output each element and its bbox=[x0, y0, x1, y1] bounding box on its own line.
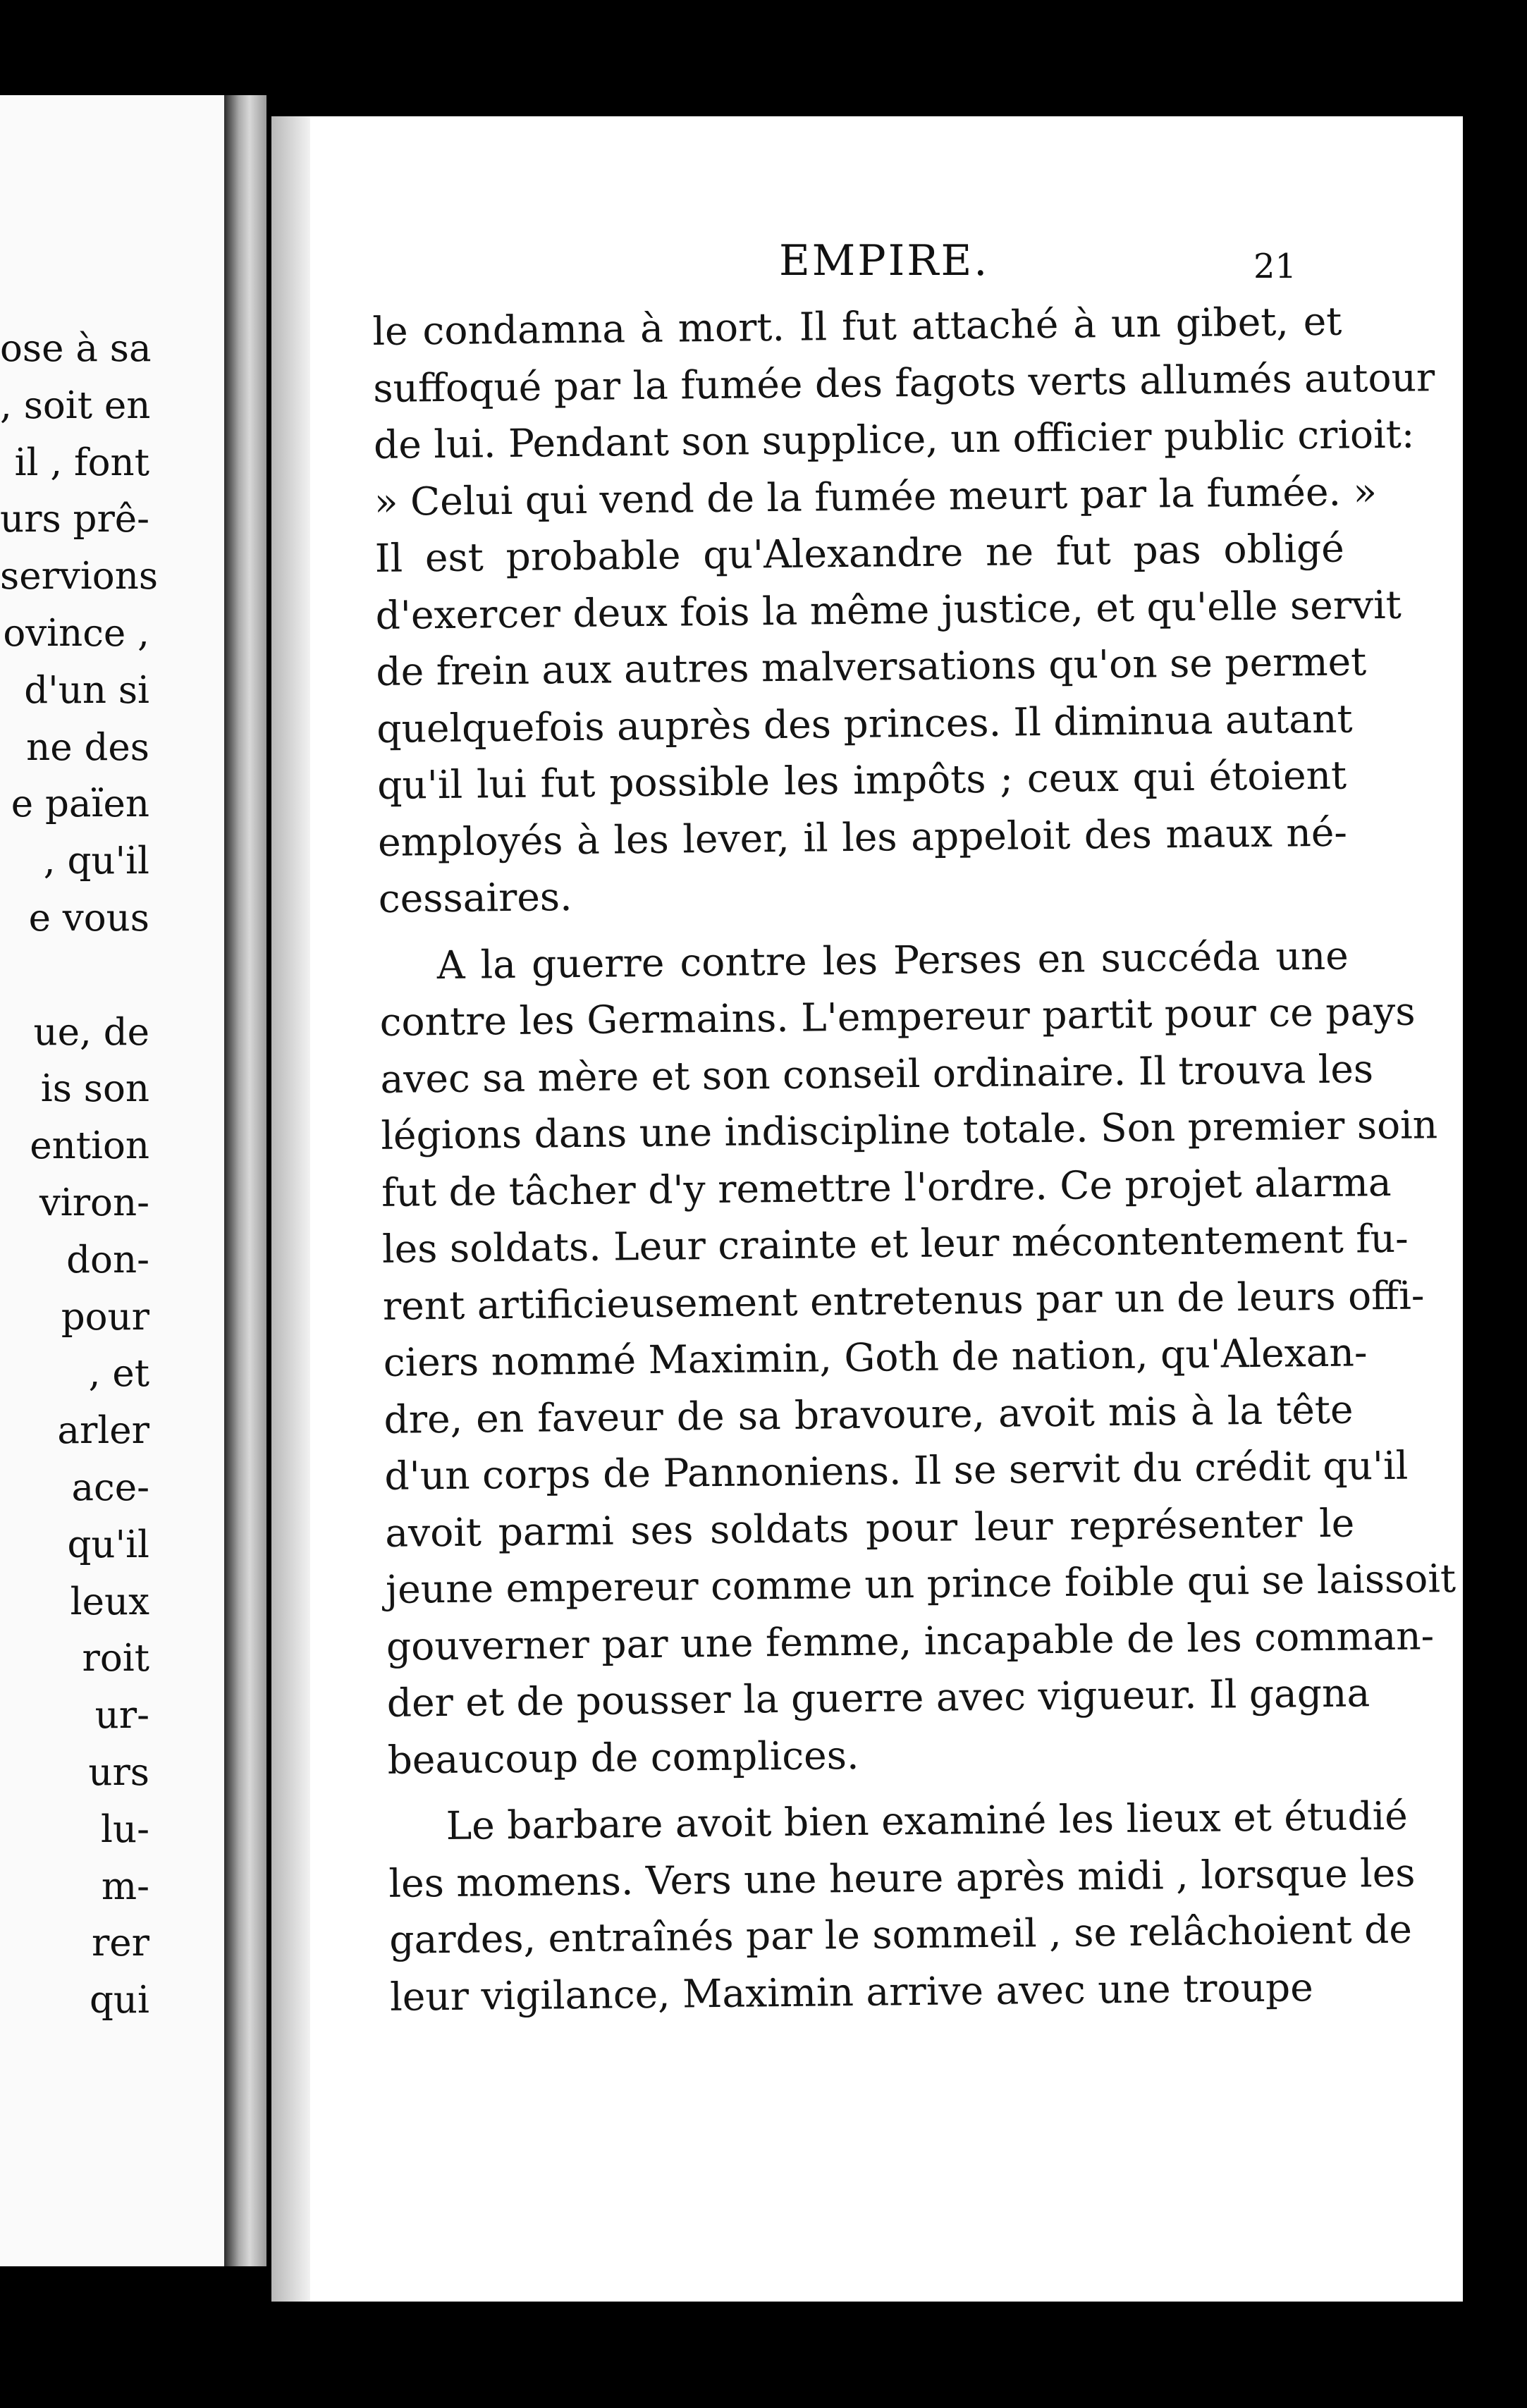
left-page-line: d'un si bbox=[24, 668, 149, 712]
paragraph bbox=[372, 293, 1435, 928]
text-line: beaucoup de complices. bbox=[387, 1732, 859, 1783]
left-page-line: lu- bbox=[101, 1807, 149, 1851]
text-line: fut de tâcher d'y remettre l'ordre. Ce projet alarma bbox=[381, 1159, 1392, 1215]
text-line: dre, en faveur de sa bravoure, avoit mis à la tête bbox=[384, 1387, 1354, 1442]
left-page-line: ose à sa bbox=[0, 327, 152, 370]
left-page-line: servions bbox=[0, 555, 159, 598]
text-line: d'un corps de Pannoniens. Il se servit du crédit qu'il bbox=[384, 1442, 1409, 1499]
left-page-line: ue, de bbox=[33, 1010, 149, 1054]
left-page-line: pour bbox=[61, 1295, 149, 1339]
paragraph bbox=[379, 927, 1457, 1788]
left-page-line: ention bbox=[30, 1124, 149, 1168]
body-text bbox=[372, 293, 1457, 2025]
text-line: d'exercer deux fois la même justice, et qu'elle servit bbox=[375, 582, 1402, 638]
left-page-text bbox=[0, 321, 233, 2029]
text-line: Il est probable qu'Alexandre ne fut pas obligé bbox=[374, 525, 1345, 581]
text-line: A la guerre contre les Perses en succéda une bbox=[436, 933, 1349, 988]
text-line: avoit parmi ses soldats pour leur représenter le bbox=[384, 1500, 1355, 1556]
left-page-line: urs prê- bbox=[0, 498, 150, 541]
left-page-line: viron- bbox=[39, 1181, 149, 1224]
text-line: avec sa mère et son conseil ordinaire. Il trouva les bbox=[380, 1045, 1374, 1102]
left-page-line: roit bbox=[82, 1637, 149, 1681]
left-page-line: arler bbox=[57, 1409, 149, 1453]
left-page-line: don- bbox=[66, 1238, 149, 1282]
left-page-line: is son bbox=[40, 1067, 149, 1111]
paragraph bbox=[388, 1788, 1416, 2025]
left-page-line: ace- bbox=[71, 1466, 149, 1509]
text-line: leur vigilance, Maximin arrive avec une troupe bbox=[389, 1964, 1314, 2020]
text-line: le condamna à mort. Il fut attaché à un gibet, et bbox=[372, 298, 1342, 354]
text-line: légions dans une indiscipline totale. Son premier soin bbox=[381, 1102, 1438, 1158]
text-line: les soldats. Leur crainte et leur mécontentement fu- bbox=[381, 1215, 1409, 1272]
text-line: suffoqué par la fumée des fagots verts allumés autour bbox=[372, 354, 1435, 411]
left-page-line bbox=[0, 947, 233, 1005]
left-page-line: rer bbox=[91, 1922, 149, 1965]
left-page-line: ne des bbox=[26, 725, 149, 769]
left-page-line: , qu'il bbox=[43, 840, 149, 883]
text-line: rent artificieusement entretenus par un de leurs offi- bbox=[382, 1272, 1425, 1329]
left-page-line: , soit en bbox=[0, 383, 151, 427]
text-line: der et de pousser la guerre avec vigueur. Il gagna bbox=[386, 1670, 1370, 1726]
left-page-line: urs bbox=[88, 1750, 149, 1794]
text-line: ciers nommé Maximin, Goth de nation, qu'Alexan- bbox=[383, 1329, 1368, 1385]
text-line: de frein aux autres malversations qu'on se permet bbox=[376, 639, 1367, 694]
text-line: gouverner par une femme, incapable de les comman- bbox=[386, 1612, 1435, 1669]
left-page-line: ur- bbox=[94, 1694, 149, 1738]
book-gutter bbox=[224, 95, 266, 2266]
left-page-line: e païen bbox=[11, 782, 149, 826]
gutter-shadow bbox=[271, 116, 310, 2302]
left-page-line: e vous bbox=[28, 896, 149, 940]
scan-border bbox=[1463, 106, 1527, 2408]
left-page-line: il , font bbox=[14, 441, 149, 484]
running-header: EMPIRE. bbox=[779, 236, 990, 285]
left-page-line: m- bbox=[101, 1865, 149, 1908]
left-page-line: qui bbox=[89, 1979, 149, 2022]
text-line: employés à les lever, il les appeloit des maux né- bbox=[377, 809, 1348, 865]
text-line: cessaires. bbox=[378, 874, 572, 921]
text-line: » Celui qui vend de la fumée meurt par la fumée. » bbox=[374, 468, 1378, 524]
text-line: Le barbare avoit bien examiné les lieux et étudié bbox=[446, 1793, 1409, 1849]
page-number: 21 bbox=[1253, 247, 1297, 286]
text-line: les momens. Vers une heure après midi , lorsque les bbox=[388, 1850, 1416, 1906]
text-line: qu'il lui fut possible les impôts ; ceux qui étoient bbox=[376, 752, 1347, 808]
left-page-line: leux bbox=[70, 1580, 149, 1623]
left-page-line: ovince , bbox=[3, 611, 149, 655]
left-page-line: qu'il bbox=[67, 1523, 149, 1566]
text-line: de lui. Pendant son supplice, un officier public crioit: bbox=[373, 411, 1415, 467]
text-line: quelquefois auprès des princes. Il diminua autant bbox=[376, 695, 1353, 751]
text-line: jeune empereur comme un prince foible qui se laissoit bbox=[385, 1556, 1457, 1612]
left-page-line: , et bbox=[88, 1352, 149, 1396]
text-line: gardes, entraînés par le sommeil , se relâchoient de bbox=[388, 1906, 1413, 1962]
text-line: contre les Germains. L'empereur partit pour ce pays bbox=[379, 988, 1416, 1045]
